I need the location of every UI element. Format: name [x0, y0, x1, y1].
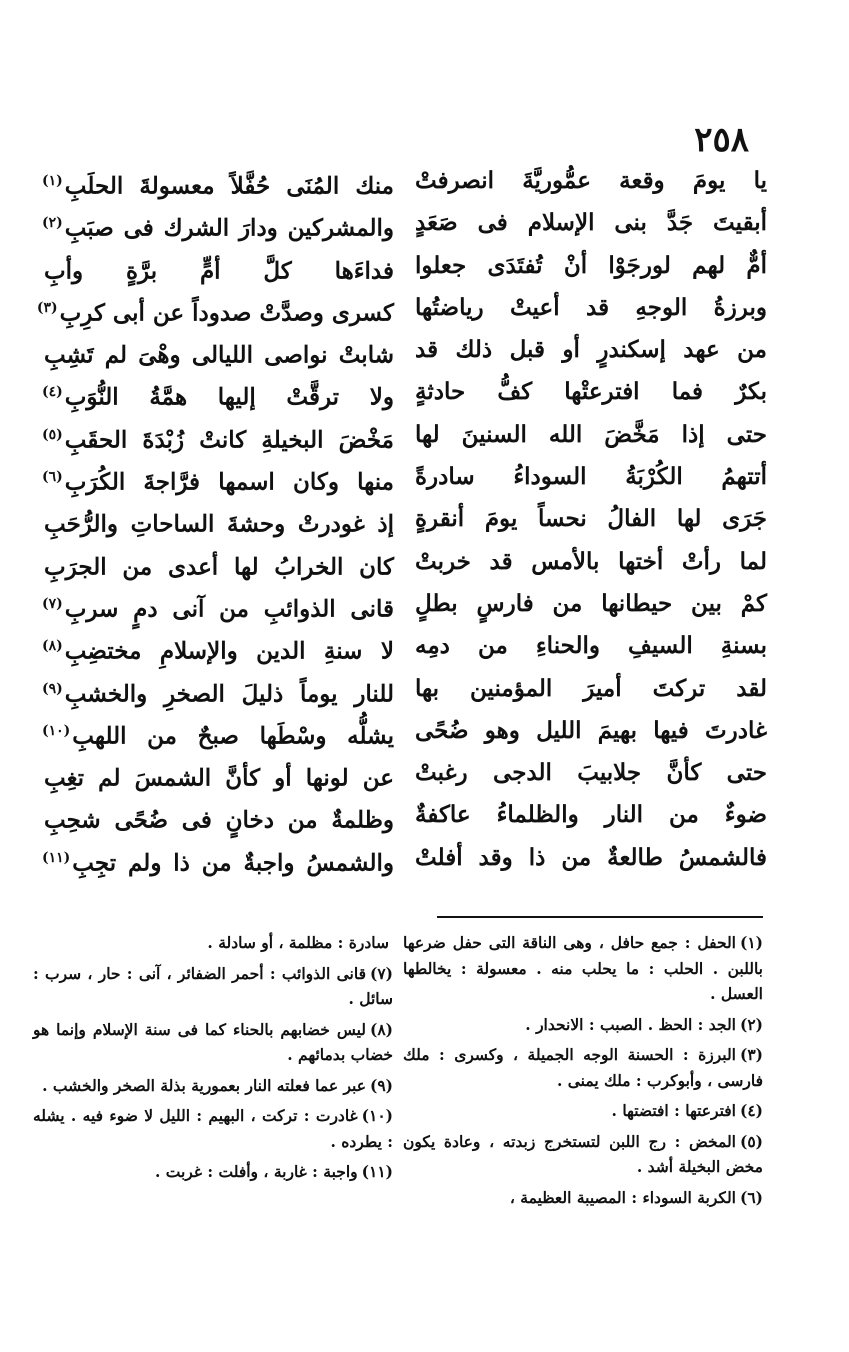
- verse-second-hemistich: [36, 287, 394, 329]
- verse-second-hemistich: [42, 710, 394, 752]
- footnote-number: (١٠): [361, 1106, 393, 1125]
- footnote-ref: (١٠): [42, 722, 71, 739]
- hemistich-text: ولا ترقَّتْ إليها همَّةُ النُّوَبِ: [64, 384, 394, 412]
- verse-first-hemistich: كمْ بين حيطانها من فارسٍ بطلٍ: [415, 589, 767, 617]
- verses-first-hemistichs: [415, 160, 767, 879]
- footnote-text: البرزة : الحسنة الوجه الجميلة ، وكسرى : ملك فارسى ، وأبوكرب : ملك يمنى .: [403, 1045, 763, 1090]
- footnote-number: (٨): [369, 1019, 393, 1039]
- footnote-number: (٣): [739, 1045, 763, 1064]
- footnote: [33, 1159, 393, 1185]
- footnote-number: (٢): [739, 1014, 763, 1034]
- footnotes-first-column: [403, 930, 763, 1215]
- verse-first-hemistich: أمٌّ لهم لورجَوْا أنْ تُفتَدَى جعلوا: [415, 251, 767, 279]
- footnote-number: (٧): [369, 963, 393, 983]
- verse-second-hemistich: [42, 498, 394, 540]
- hemistich-text: للنار يوماً ذليلَ الصخرِ والخشبِ: [64, 680, 394, 708]
- verses-second-hemistichs: [36, 160, 394, 879]
- footnote-text: الجد : الحظ . الصبب : الانحدار .: [525, 1014, 736, 1034]
- hemistich-text: إذ غودرتْ وحشةَ الساحاتِ والرُّحَبِ: [44, 511, 394, 539]
- footnote: [33, 930, 393, 956]
- footnote-number: (٩): [369, 1075, 393, 1095]
- footnote-number: (١): [739, 933, 763, 952]
- verse-first-hemistich: فالشمسُ طالعةٌ من ذا وقد أفلتْ: [415, 843, 767, 871]
- footnote-number: (٦): [739, 1187, 763, 1207]
- hemistich-text: منها وكان اسمها فرَّاجةَ الكُرَبِ: [64, 468, 394, 496]
- footnote-ref: (٩): [42, 680, 63, 697]
- hemistich-text: فداءَها كلَّ أمٍّ برَّةٍ وأبِ: [44, 257, 394, 285]
- verse-second-hemistich: [42, 625, 394, 667]
- verse-first-hemistich: وبرزةُ الوجهِ قد أعيتْ رياضتُها: [415, 293, 767, 321]
- verse-first-hemistich: حتى كأنَّ جلابيبَ الدجى رغبتْ: [415, 759, 767, 787]
- verse-second-hemistich: [42, 794, 394, 836]
- verse-first-hemistich: غادرتَ فيها بهيمَ الليل وهو ضُحًى: [415, 716, 767, 744]
- hemistich-text: قانى الذوائبِ من آنى دمٍ سربِ: [64, 595, 394, 623]
- verse-second-hemistich: [42, 752, 394, 794]
- hemistich-text: كان الخرابُ لها أعدى من الجرَبِ: [44, 553, 394, 581]
- footnote-number: (٤): [739, 1101, 763, 1120]
- verse-second-hemistich: [42, 668, 394, 710]
- verse-first-hemistich: ضوءٌ من النار والظلماءُ عاكفةٌ: [415, 801, 767, 829]
- footnote-ref: (٤): [42, 384, 63, 401]
- verse-first-hemistich: جَرَى لها الفالُ نحساً يومَ أنقرةٍ: [415, 505, 767, 533]
- footnote-text: افترعتها : افتضتها .: [611, 1101, 736, 1120]
- hemistich-text: لا سنةِ الدين والإسلامِ مختضِبِ: [64, 637, 394, 665]
- footnote-text: واجبة : غاربة ، وأفلت : غربت .: [154, 1162, 358, 1181]
- verse-second-hemistich: [42, 371, 394, 413]
- hemistich-text: شابتْ نواصى الليالى وهْىَ لم تَشِبِ: [44, 341, 394, 369]
- footnote-text: المخض : رج اللبن لتستخرج زبدته ، وعادة يكون مخض البخيلة أشد .: [403, 1131, 763, 1176]
- verse-second-hemistich: [42, 456, 394, 498]
- footnote: [403, 1185, 763, 1211]
- hemistich-text: منك المُنَى حُفَّلاً معسولةَ الحلَبِ: [64, 172, 394, 200]
- footnote-text: سادرة : مظلمة ، أو سادلة .: [207, 933, 389, 952]
- footnote-number: (٥): [739, 1131, 763, 1151]
- verse-second-hemistich: [42, 541, 394, 583]
- footnote-text: الحفل : جمع حافل ، وهى الناقة التى حفل ضرعها باللبن . الحلب : ما يحلب منه . معسولة : يخالطها العسل .: [403, 933, 763, 1003]
- footnote-ref: (٦): [42, 469, 63, 486]
- footnote: [33, 1017, 393, 1068]
- verse-first-hemistich: أبقيتَ جَدَّ بنى الإسلام فى صَعَدٍ: [415, 209, 767, 237]
- verse-first-hemistich: بسنةِ السيفِ والحناءِ من دمِه: [415, 632, 767, 660]
- hemistich-text: والمشركين ودارَ الشرك فى صبَبِ: [64, 214, 394, 242]
- verse-first-hemistich: من عهد إسكندرٍ أو قبل ذلك قد: [415, 336, 767, 364]
- footnote: [403, 930, 763, 1007]
- footnote: [403, 1129, 763, 1180]
- footnote-text: قانى الذوائب : أحمر الضفائر ، آنى : حار ، سرب : سائل .: [33, 963, 393, 1008]
- footnote-ref: (٣): [36, 299, 58, 316]
- footnote-number: (١١): [361, 1162, 393, 1181]
- verse-first-hemistich: أتتهمُ الكُرْبَةُ السوداءُ سادرةً: [415, 463, 767, 491]
- hemistich-text: وظلمةٌ من دخانٍ فى ضُحًى شحِبِ: [44, 807, 394, 835]
- hemistich-text: يشلُّه وسْطَها صبحٌ من اللهبِ: [72, 722, 394, 750]
- verse-second-hemistich: [42, 160, 394, 202]
- footnote-text: غادرت : تركت ، البهيم : الليل لا ضوء فيه . يشله : يطرده .: [33, 1106, 393, 1151]
- verse-first-hemistich: لقد تركتَ أميرَ المؤمنين بها: [415, 674, 767, 702]
- verse-second-hemistich: [42, 329, 394, 371]
- footnote-ref: (٧): [42, 595, 63, 612]
- verse-first-hemistich: حتى إذا مَخَّضَ الله السنينَ لها: [415, 420, 767, 448]
- verse-first-hemistich: لما رأتْ أختها بالأمس قد خربتْ: [415, 547, 767, 575]
- footnote: [403, 1098, 763, 1124]
- page-number: ٢٥٨: [694, 120, 749, 160]
- footnote-text: الكربة السوداء : المصيبة العظيمة ،: [509, 1187, 736, 1207]
- footnote: [403, 1012, 763, 1038]
- footnote-text: عبر عما فعلته النار بعمورية بذلة الصخر والخشب .: [42, 1075, 366, 1095]
- verse-second-hemistich: [42, 583, 394, 625]
- verse-second-hemistich: [42, 202, 394, 244]
- verse-second-hemistich: [42, 837, 394, 879]
- footnote: [33, 961, 393, 1012]
- footnote-ref: (١): [42, 173, 63, 189]
- verse-second-hemistich: [42, 414, 394, 456]
- hemistich-text: والشمسُ واجبةٌ من ذا ولم تجِبِ: [72, 849, 394, 877]
- footnote-ref: (١١): [42, 849, 71, 866]
- footnote: [33, 1073, 393, 1099]
- verse-first-hemistich: بكرٌ فما افترعتْها كفُّ حادثةٍ: [415, 378, 767, 406]
- footnote-text: ليس خضابهم بالحناء كما فى سنة الإسلام وإنما هو خضاب بدمائهم .: [33, 1019, 393, 1064]
- footnote-ref: (٨): [42, 638, 63, 655]
- hemistich-text: عن لونها أو كأنَّ الشمسَ لم تغِبِ: [44, 764, 394, 792]
- hemistich-text: مَخْضَ البخيلةِ كانتْ زُبْدَةَ الحقَبِ: [64, 426, 394, 454]
- footnote: [33, 1103, 393, 1154]
- footnote-divider: [437, 916, 763, 918]
- footnotes-second-column: [33, 930, 393, 1190]
- footnote: [403, 1042, 763, 1093]
- verse-second-hemistich: [42, 245, 394, 287]
- footnote-ref: (٢): [42, 215, 63, 232]
- footnote-ref: (٥): [42, 426, 63, 443]
- verse-first-hemistich: يا يومَ وقعة عمُّوريَّةَ انصرفتْ: [415, 167, 767, 194]
- hemistich-text: كسرى وصدَّتْ صدوداً عن أبى كرِبِ: [59, 299, 394, 327]
